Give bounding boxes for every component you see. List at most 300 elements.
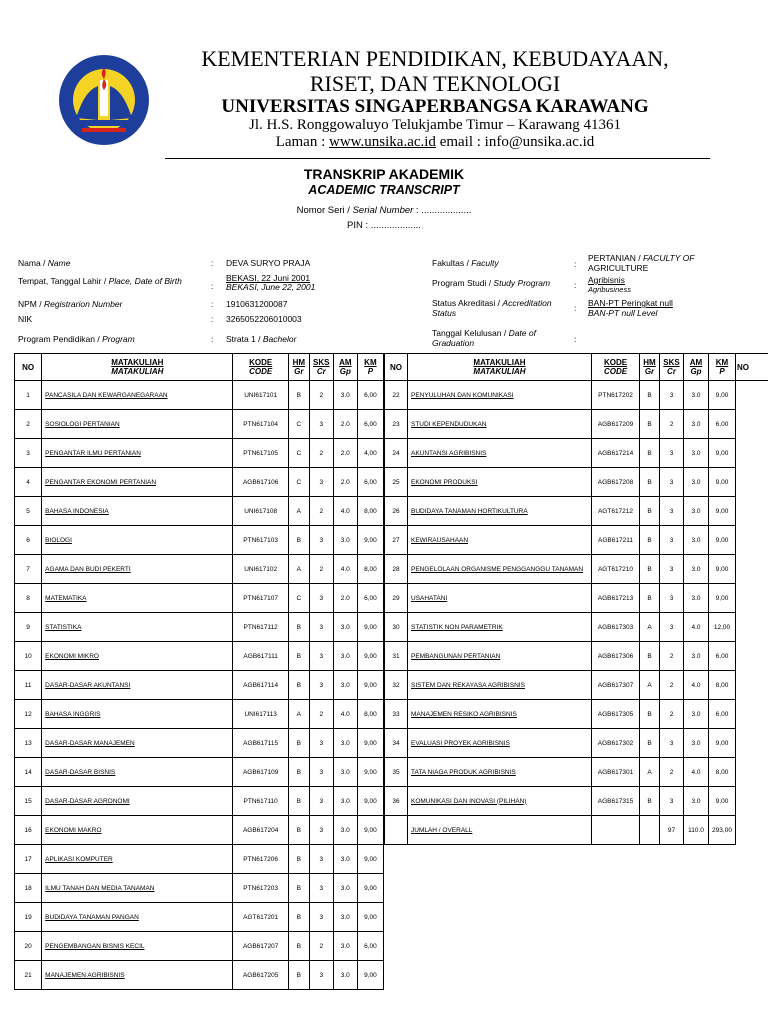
cell-km: 6,00 — [709, 700, 736, 729]
cell-hm: A — [640, 613, 660, 642]
transcript-subtitle: ACADEMIC TRANSCRIPT — [308, 183, 460, 197]
cell-kode: PTN617203 — [233, 874, 288, 903]
cell-kode: AGB617205 — [233, 961, 288, 990]
cell-sks: 3 — [660, 497, 684, 526]
table-row — [15, 642, 384, 671]
cell-km: 9,00 — [709, 729, 736, 758]
cell-sks: 3 — [660, 468, 684, 497]
accreditation-label: Status Akreditasi / Accreditation Status — [432, 298, 552, 318]
cell-am: 3.0 — [684, 555, 709, 584]
cell-hm: B — [640, 555, 660, 584]
cell-hm: A — [640, 671, 660, 700]
cell-am: 3.0 — [333, 642, 357, 671]
cell-am: 3.0 — [684, 497, 709, 526]
col-hm: HM Gr — [288, 354, 309, 381]
col-hm: HM Gr — [640, 354, 660, 381]
cell-hm: C — [288, 439, 309, 468]
col-matakuliah: MATAKULIAH MATAKULIAH — [408, 354, 592, 381]
table-row — [385, 526, 768, 555]
cell-hm: B — [640, 729, 660, 758]
cell-hm: A — [288, 700, 309, 729]
cell-am: 3.0 — [333, 845, 357, 874]
cell-sks: 3 — [309, 758, 333, 787]
cell-hm: B — [288, 903, 309, 932]
cell-km: 8,00 — [709, 758, 736, 787]
cell-matakuliah: SOSIOLOGI PERTANIAN — [42, 410, 233, 439]
cell-kode: UNI617113 — [233, 700, 288, 729]
cell-empty — [640, 816, 660, 845]
col-no-partial: NO — [736, 354, 768, 381]
table-row — [15, 671, 384, 700]
table-row — [15, 410, 384, 439]
cell-km: 6,00 — [357, 932, 383, 961]
cell-matakuliah: MATEMATIKA — [42, 584, 233, 613]
cell-matakuliah: TATA NIAGA PRODUK AGRIBISNIS — [408, 758, 592, 787]
cell-matakuliah: BAHASA INGGRIS — [42, 700, 233, 729]
cell-matakuliah: BUDIDAYA TANAMAN HORTIKULTURA — [408, 497, 592, 526]
cell-kode: AGB617109 — [233, 758, 288, 787]
name-value: DEVA SURYO PRAJA — [226, 258, 311, 268]
cell-matakuliah: STATISTIK NON PARAMETRIK — [408, 613, 592, 642]
cell-no: 13 — [15, 729, 42, 758]
cell-hm: B — [288, 961, 309, 990]
cell-sks: 3 — [660, 555, 684, 584]
cell-hm: B — [288, 381, 309, 410]
cell-km: 8,00 — [357, 555, 383, 584]
cell-no: 9 — [15, 613, 42, 642]
cell-matakuliah: PENGEMBANGAN BISNIS KECIL — [42, 932, 233, 961]
col-kode: KODE CODE — [233, 354, 288, 381]
birth-value: BEKASI, 22 Juni 2001 BEKASI, June 22, 2001 — [226, 273, 316, 292]
birth-label: Tempat, Tanggal Lahir / Place, Date of Birth — [18, 276, 182, 286]
table-row — [15, 381, 384, 410]
cell-hm: B — [640, 584, 660, 613]
cell-no: 3 — [15, 439, 42, 468]
cell-km: 9,00 — [357, 758, 383, 787]
cell-matakuliah: PENGANTAR EKONOMI PERTANIAN — [42, 468, 233, 497]
cell-matakuliah: ILMU TANAH DAN MEDIA TANAMAN — [42, 874, 233, 903]
cell-sks: 3 — [309, 584, 333, 613]
cell-matakuliah: EKONOMI MAKRO — [42, 816, 233, 845]
cell-no: 24 — [385, 439, 408, 468]
cell-no: 33 — [385, 700, 408, 729]
name-label: Nama / Name — [18, 258, 71, 268]
cell-km: 6,00 — [709, 410, 736, 439]
table-row — [15, 845, 384, 874]
cell-am: 3.0 — [684, 468, 709, 497]
table-row — [15, 729, 384, 758]
col-am: AM Gp — [333, 354, 357, 381]
cell-sks: 2 — [660, 700, 684, 729]
transcript-title: TRANSKRIP AKADEMIK — [303, 166, 465, 182]
cell-sks: 3 — [309, 526, 333, 555]
cell-sks: 2 — [309, 555, 333, 584]
graduation-label: Tanggal Kelulusan / Date of Graduation — [432, 328, 536, 348]
col-matakuliah: MATAKULIAH MATAKULIAH — [42, 354, 233, 381]
cell-no: 21 — [15, 961, 42, 990]
table-row — [15, 874, 384, 903]
cell-no: 5 — [15, 497, 42, 526]
cell-km: 9,00 — [357, 671, 383, 700]
npm-value: 1910631200087 — [226, 299, 288, 309]
cell-kode: AGB617211 — [592, 526, 640, 555]
cell-kode: AGB617307 — [592, 671, 640, 700]
table-header-row — [385, 354, 768, 381]
cell-kode: AGB617207 — [233, 932, 288, 961]
cell-sks: 3 — [309, 845, 333, 874]
cell-km: 4,00 — [357, 439, 383, 468]
faculty-colon: : — [574, 259, 577, 269]
cell-am: 3.0 — [684, 410, 709, 439]
cell-am: 3.0 — [684, 526, 709, 555]
cell-no: 20 — [15, 932, 42, 961]
cell-matakuliah: USAHATANI — [408, 584, 592, 613]
cell-sks: 3 — [660, 381, 684, 410]
cell-kode: PTN617206 — [233, 845, 288, 874]
cell-sks: 2 — [309, 439, 333, 468]
university-name: UNIVERSITAS SINGAPERBANGSA KARAWANG — [221, 96, 649, 117]
col-km: KM P — [709, 354, 736, 381]
cell-kode: PTN617107 — [233, 584, 288, 613]
nik-colon: : — [211, 314, 214, 324]
cell-matakuliah: BIOLOGI — [42, 526, 233, 555]
cell-kode: AGB617315 — [592, 787, 640, 816]
col-no: NO — [15, 354, 42, 381]
accreditation-colon: : — [574, 303, 577, 313]
cell-no: 32 — [385, 671, 408, 700]
cell-sks: 3 — [309, 874, 333, 903]
cell-km: 9,00 — [709, 381, 736, 410]
cell-hm: B — [288, 613, 309, 642]
cell-hm: B — [640, 700, 660, 729]
cell-km: 9,00 — [357, 961, 383, 990]
cell-empty — [592, 816, 640, 845]
cell-matakuliah: DASAR-DASAR AGRONOMI — [42, 787, 233, 816]
serial-label-en: Serial Number — [352, 205, 414, 216]
cell-am: 3.0 — [333, 671, 357, 700]
cell-matakuliah: MANAJEMEN RESIKO AGRIBISNIS — [408, 700, 592, 729]
cell-sks: 3 — [660, 439, 684, 468]
transcript-table-left — [14, 353, 384, 990]
cell-sks: 3 — [309, 903, 333, 932]
cell-matakuliah: PEMBANGUNAN PERTANIAN — [408, 642, 592, 671]
total-sks: 110.0 — [684, 816, 709, 845]
cell-kode: AGB617114 — [233, 671, 288, 700]
cell-kode: PTN617202 — [592, 381, 640, 410]
study-program-label: Program Studi / Study Program — [432, 278, 551, 288]
university-address: Jl. H.S. Ronggowaluyo Telukjambe Timur – Karawang 41361 — [249, 117, 621, 133]
total-am: 293,00 — [709, 816, 736, 845]
cell-km: 9,00 — [357, 729, 383, 758]
cell-am: 4.0 — [333, 555, 357, 584]
cell-km: 9,00 — [709, 787, 736, 816]
cell-hm: B — [288, 671, 309, 700]
total-hm: 97 — [660, 816, 684, 845]
cell-km: 9,00 — [357, 526, 383, 555]
cell-am: 3.0 — [333, 729, 357, 758]
cell-am: 3.0 — [684, 729, 709, 758]
npm-label: NPM / Registrarion Number — [18, 299, 123, 309]
nik-value: 3265052206010003 — [226, 314, 302, 324]
cell-matakuliah: STUDI KEPENDUDUKAN — [408, 410, 592, 439]
cell-kode: AGB617208 — [592, 468, 640, 497]
cell-no: 10 — [15, 642, 42, 671]
cell-no: 30 — [385, 613, 408, 642]
cell-km: 9,00 — [709, 468, 736, 497]
cell-am: 3.0 — [333, 758, 357, 787]
cell-sks: 3 — [309, 410, 333, 439]
cell-hm: B — [640, 468, 660, 497]
cell-no: 15 — [15, 787, 42, 816]
cell-no: 11 — [15, 671, 42, 700]
cell-kode: PTN617105 — [233, 439, 288, 468]
cell-hm: B — [288, 816, 309, 845]
cell-km: 12,00 — [709, 613, 736, 642]
cell-no: 26 — [385, 497, 408, 526]
table-row — [15, 439, 384, 468]
cell-matakuliah: PANCASILA DAN KEWARGANEGARAAN — [42, 381, 233, 410]
cell-kode: AGB617301 — [592, 758, 640, 787]
cell-no: 18 — [15, 874, 42, 903]
cell-kode: AGB617303 — [592, 613, 640, 642]
npm-colon: : — [211, 299, 214, 309]
cell-no: 2 — [15, 410, 42, 439]
table-row — [15, 961, 384, 990]
cell-hm: B — [288, 526, 309, 555]
cell-kode: PTN617103 — [233, 526, 288, 555]
cell-no: 25 — [385, 468, 408, 497]
table-row — [385, 410, 768, 439]
cell-kode: AGT617212 — [592, 497, 640, 526]
cell-matakuliah: DASAR-DASAR MANAJEMEN — [42, 729, 233, 758]
cell-sks: 3 — [309, 642, 333, 671]
cell-hm: A — [640, 758, 660, 787]
cell-no: 23 — [385, 410, 408, 439]
cell-sks: 3 — [660, 729, 684, 758]
cell-kode: PTN617112 — [233, 613, 288, 642]
cell-sks: 3 — [309, 787, 333, 816]
cell-hm: B — [288, 642, 309, 671]
cell-hm: B — [288, 845, 309, 874]
cell-am: 3.0 — [333, 932, 357, 961]
cell-no: 35 — [385, 758, 408, 787]
cell-no: 16 — [15, 816, 42, 845]
cell-am: 3.0 — [333, 381, 357, 410]
table-row — [385, 468, 768, 497]
cell-sks: 2 — [660, 410, 684, 439]
table-row — [385, 729, 768, 758]
cell-km: 9,00 — [357, 642, 383, 671]
cell-kode: AGT617201 — [233, 903, 288, 932]
cell-sks: 2 — [309, 497, 333, 526]
cell-km: 9,00 — [709, 439, 736, 468]
name-colon: : — [211, 258, 214, 268]
table-row — [15, 787, 384, 816]
cell-hm: A — [288, 497, 309, 526]
cell-sks: 3 — [660, 584, 684, 613]
cell-am: 4.0 — [333, 497, 357, 526]
cell-sks: 2 — [309, 932, 333, 961]
cell-km: 9,00 — [357, 613, 383, 642]
cell-sks: 3 — [660, 526, 684, 555]
cell-am: 3.0 — [684, 642, 709, 671]
program-value: Strata 1 / Bachelor — [226, 334, 297, 344]
cell-kode: AGB617306 — [592, 642, 640, 671]
cell-am: 4.0 — [684, 671, 709, 700]
cell-kode: UNI617108 — [233, 497, 288, 526]
nik-label: NIK — [18, 314, 33, 324]
cell-matakuliah: MANAJEMEN AGRIBISNIS — [42, 961, 233, 990]
table-row — [15, 932, 384, 961]
cell-kode: AGB617209 — [592, 410, 640, 439]
cell-matakuliah: BAHASA INDONESIA — [42, 497, 233, 526]
cell-no: 12 — [15, 700, 42, 729]
cell-no: 29 — [385, 584, 408, 613]
serial-number — [0, 205, 768, 216]
cell-hm: B — [640, 497, 660, 526]
cell-am: 4.0 — [333, 700, 357, 729]
cell-no: 36 — [385, 787, 408, 816]
cell-matakuliah: PENYULUHAN DAN KOMUNIKASI — [408, 381, 592, 410]
cell-km: 9,00 — [357, 816, 383, 845]
cell-kode: UNI617101 — [233, 381, 288, 410]
cell-km: 9,00 — [357, 845, 383, 874]
cell-no: 6 — [15, 526, 42, 555]
cell-matakuliah: APLIKASI KOMPUTER — [42, 845, 233, 874]
cell-matakuliah: AGAMA DAN BUDI PEKERTI — [42, 555, 233, 584]
cell-hm: B — [640, 439, 660, 468]
cell-hm: B — [640, 642, 660, 671]
cell-no: 8 — [15, 584, 42, 613]
cell-sks: 3 — [660, 613, 684, 642]
cell-hm: A — [288, 555, 309, 584]
col-sks: SKS Cr — [309, 354, 333, 381]
table-row — [385, 439, 768, 468]
table-row — [385, 613, 768, 642]
cell-hm: B — [288, 932, 309, 961]
cell-km: 8,00 — [709, 671, 736, 700]
cell-am: 3.0 — [333, 613, 357, 642]
table-row — [385, 787, 768, 816]
cell-kode: PTN617110 — [233, 787, 288, 816]
cell-no: 22 — [385, 381, 408, 410]
cell-sks: 3 — [660, 787, 684, 816]
table-row — [385, 555, 768, 584]
ministry-line-2: RISET, DAN TEKNOLOGI — [309, 71, 561, 96]
cell-matakuliah: SISTEM DAN REKAYASA AGRIBISNIS — [408, 671, 592, 700]
cell-matakuliah: EKONOMI MIKRO — [42, 642, 233, 671]
cell-sks: 3 — [309, 961, 333, 990]
birth-colon: : — [211, 281, 214, 291]
cell-km: 9,00 — [709, 526, 736, 555]
cell-sks: 3 — [309, 671, 333, 700]
cell-hm: B — [288, 874, 309, 903]
cell-sks: 3 — [309, 729, 333, 758]
cell-sks: 2 — [660, 642, 684, 671]
table-row — [385, 671, 768, 700]
table-row — [15, 584, 384, 613]
cell-km: 9,00 — [709, 555, 736, 584]
total-label: JUMLAH / OVERALL — [408, 816, 592, 845]
col-km: KM P — [357, 354, 383, 381]
cell-sks: 2 — [660, 671, 684, 700]
cell-no: 19 — [15, 903, 42, 932]
faculty-label: Fakultas / Faculty — [432, 258, 499, 268]
accreditation-value: BAN-PT Peringkat null BAN-PT null Level — [588, 298, 673, 318]
cell-empty — [385, 816, 408, 845]
ministry-line-1: KEMENTERIAN PENDIDIKAN, KEBUDAYAAN, — [201, 46, 669, 71]
table-row — [15, 613, 384, 642]
cell-am: 4.0 — [684, 758, 709, 787]
table-row — [15, 526, 384, 555]
col-kode: KODE CODE — [592, 354, 640, 381]
program-label: Program Pendidikan / Program — [18, 334, 135, 344]
cell-no: 28 — [385, 555, 408, 584]
email-text: email : info@unsika.ac.id — [435, 134, 595, 150]
study-program-colon: : — [574, 280, 577, 290]
total-row — [385, 816, 768, 845]
cell-am: 3.0 — [333, 903, 357, 932]
cell-kode: AGB617305 — [592, 700, 640, 729]
university-contact — [165, 134, 705, 151]
col-am: AM Gp — [684, 354, 709, 381]
web-link[interactable]: www.unsika.ac.id — [329, 134, 436, 150]
cell-no: 31 — [385, 642, 408, 671]
transcript-table-right — [384, 353, 768, 845]
cell-no: 27 — [385, 526, 408, 555]
cell-no: 7 — [15, 555, 42, 584]
serial-label: Nomor Seri / — [296, 205, 353, 216]
cell-am: 2.0 — [333, 468, 357, 497]
cell-hm: B — [288, 758, 309, 787]
cell-km: 8,00 — [357, 700, 383, 729]
cell-no: 17 — [15, 845, 42, 874]
cell-sks: 2 — [309, 381, 333, 410]
table-row — [385, 381, 768, 410]
cell-am: 3.0 — [333, 816, 357, 845]
cell-km: 8,00 — [357, 497, 383, 526]
cell-am: 3.0 — [684, 787, 709, 816]
cell-km: 6,00 — [357, 584, 383, 613]
table-header-row — [15, 354, 384, 381]
cell-kode: UNI617102 — [233, 555, 288, 584]
cell-hm: C — [288, 584, 309, 613]
cell-kode: AGB617106 — [233, 468, 288, 497]
cell-am: 2.0 — [333, 584, 357, 613]
cell-matakuliah: BUDIDAYA TANAMAN PANGAN — [42, 903, 233, 932]
table-row — [15, 816, 384, 845]
cell-matakuliah: DASAR-DASAR BISNIS — [42, 758, 233, 787]
table-row — [15, 468, 384, 497]
cell-kode: PTN617104 — [233, 410, 288, 439]
cell-am: 4.0 — [684, 613, 709, 642]
cell-kode: AGB617204 — [233, 816, 288, 845]
cell-kode: AGB617213 — [592, 584, 640, 613]
cell-sks: 3 — [309, 816, 333, 845]
study-program-value: Agribisnis Agribusiness — [588, 275, 631, 294]
cell-km: 6,00 — [709, 642, 736, 671]
cell-hm: B — [640, 787, 660, 816]
cell-matakuliah: KEWIRAUSAHAAN — [408, 526, 592, 555]
cell-km: 6,00 — [357, 410, 383, 439]
cell-sks: 3 — [309, 613, 333, 642]
cell-am: 2.0 — [333, 439, 357, 468]
table-row — [15, 903, 384, 932]
cell-km: 9,00 — [709, 584, 736, 613]
header-divider — [165, 158, 710, 159]
table-row — [385, 497, 768, 526]
table-row — [15, 497, 384, 526]
